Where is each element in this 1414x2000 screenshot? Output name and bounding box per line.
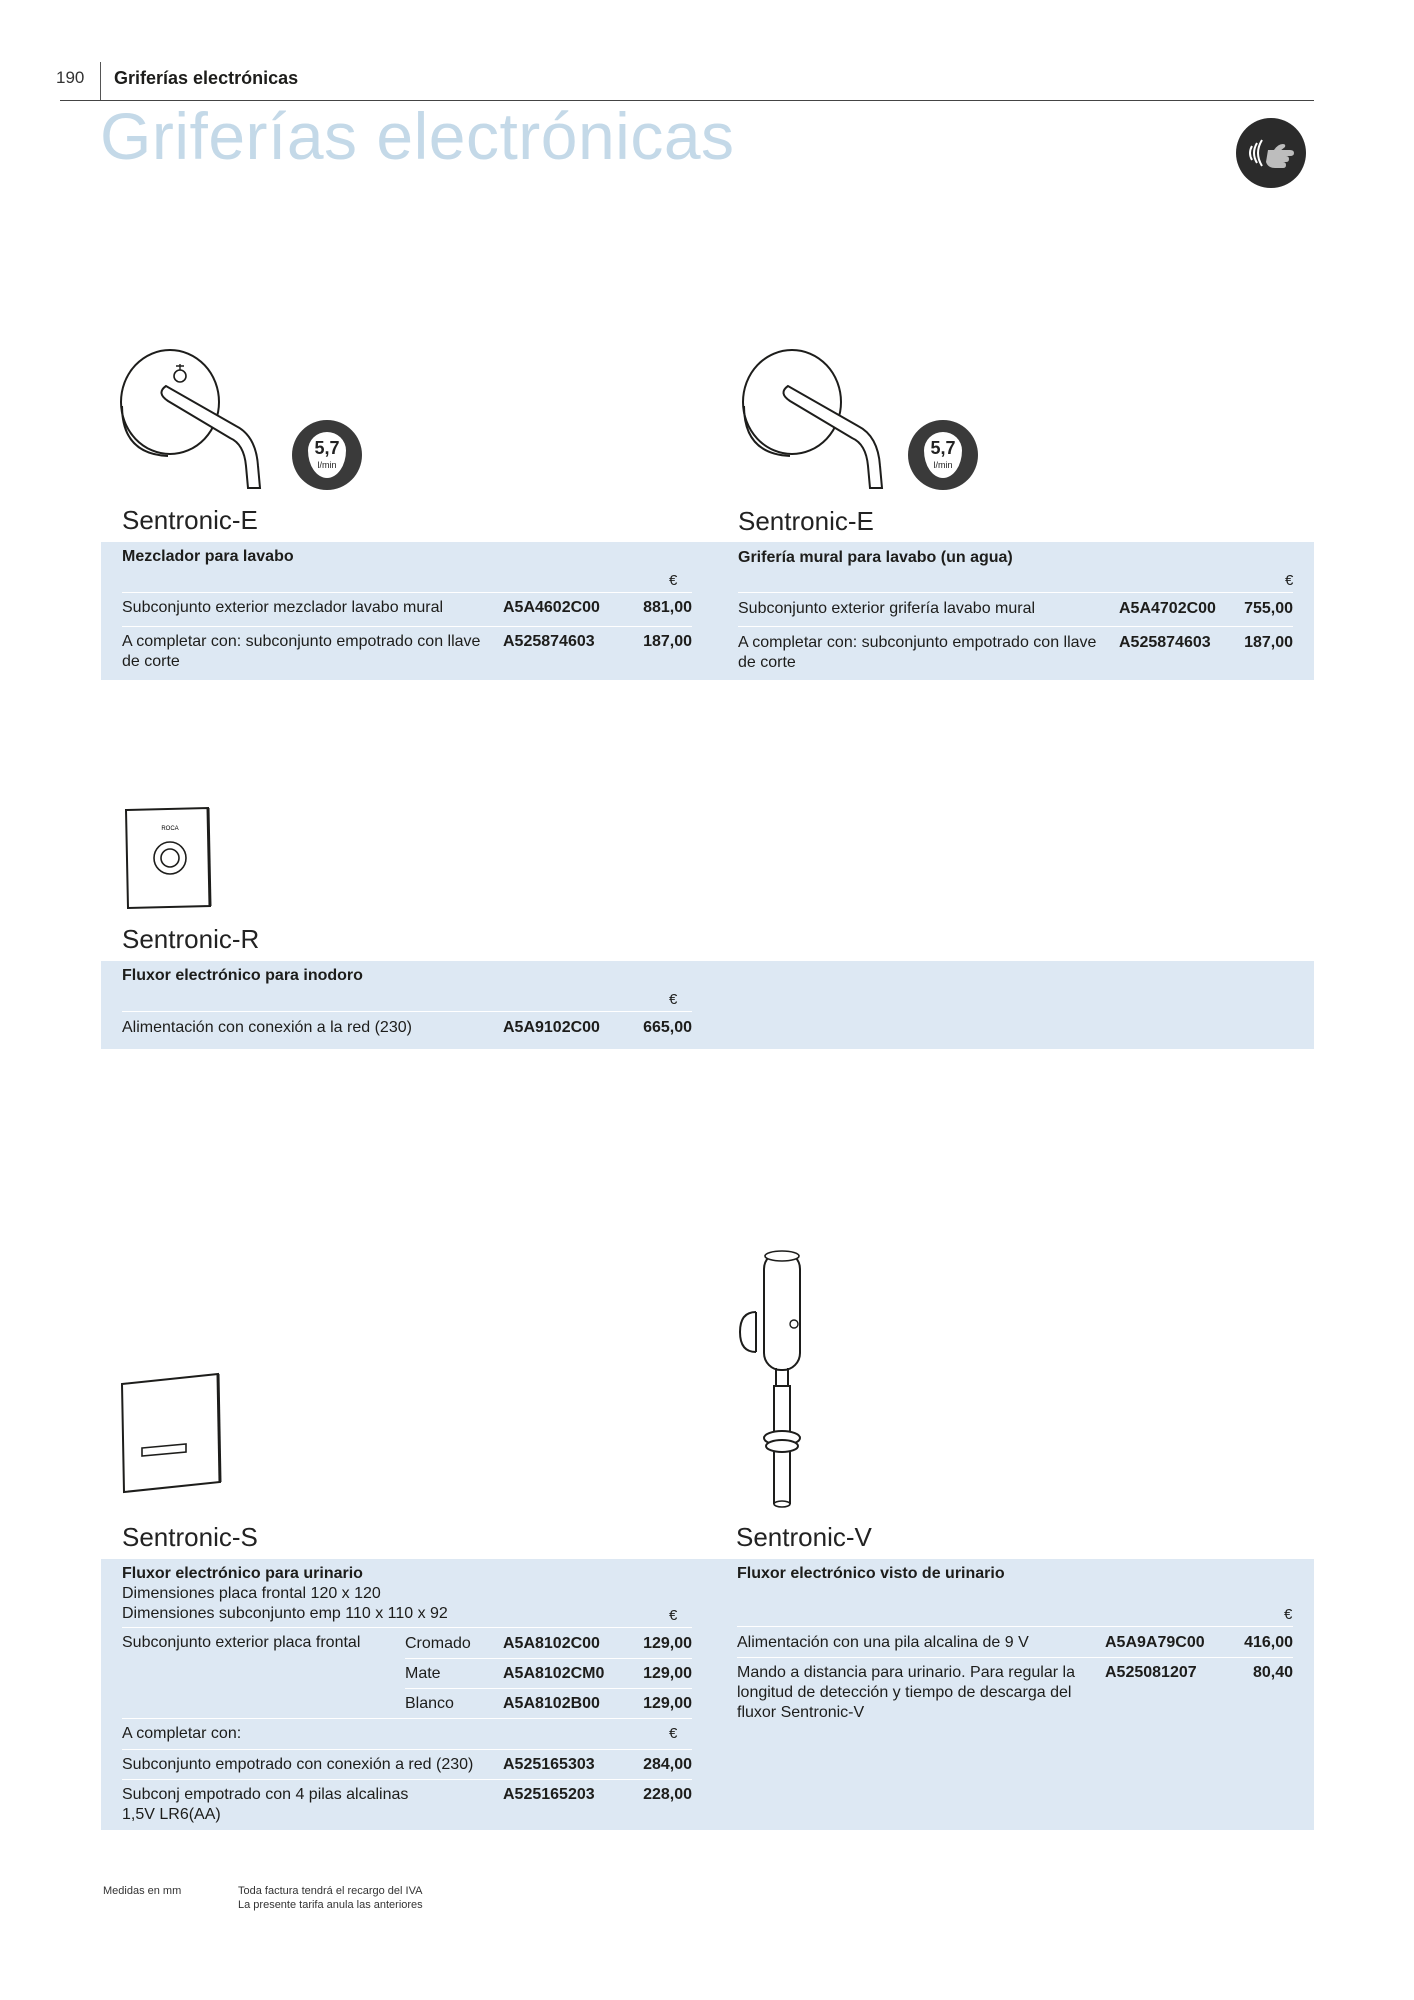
price-panel bbox=[101, 961, 1314, 1049]
finish-row bbox=[122, 1634, 692, 1658]
row-description: A completar con: subconjunto empotrado con llave de corte bbox=[122, 633, 481, 670]
table-row bbox=[122, 632, 692, 674]
footer-units-note: Medidas en mm bbox=[103, 1885, 182, 1897]
row-description: Alimentación con conexión a la red (230) bbox=[122, 1019, 412, 1036]
row-divider bbox=[737, 1657, 1293, 1658]
finish-name: Cromado bbox=[405, 1635, 471, 1652]
currency-label: € bbox=[669, 991, 678, 1008]
footer-tariff-note: La presente tarifa anula las anteriores bbox=[238, 1899, 423, 1911]
row-divider bbox=[122, 1779, 692, 1780]
row-divider bbox=[122, 1627, 692, 1628]
row-code: A525165303 bbox=[503, 1756, 595, 1773]
row-price: 129,00 bbox=[643, 1635, 692, 1652]
row-price: 228,00 bbox=[643, 1786, 692, 1803]
row-price: 129,00 bbox=[643, 1665, 692, 1682]
flush-plate-illustration bbox=[124, 806, 214, 910]
row-code: A5A8102C00 bbox=[503, 1635, 600, 1652]
row-description: Alimentación con una pila alcalina de 9 V bbox=[737, 1634, 1029, 1651]
price-panel bbox=[101, 542, 717, 680]
row-divider bbox=[122, 1011, 692, 1012]
section-title: Griferías electrónicas bbox=[114, 68, 299, 88]
page-title: Griferías electrónicas bbox=[100, 99, 735, 173]
footer-vat-note: Toda factura tendrá el recargo del IVA bbox=[238, 1885, 423, 1897]
currency-label: € bbox=[669, 1725, 678, 1742]
page-number: 190 bbox=[56, 68, 85, 87]
finish-row bbox=[122, 1694, 692, 1718]
row-divider bbox=[738, 626, 1293, 627]
dimensions-front-plate: Dimensiones placa frontal 120 x 120 bbox=[122, 1585, 381, 1602]
row-description: Subconjunto empotrado con conexión a red (230) bbox=[122, 1756, 474, 1773]
row-price: 755,00 bbox=[1244, 600, 1293, 617]
product-name: Sentronic-R bbox=[122, 924, 260, 954]
complete-with-label: A completar con: bbox=[122, 1725, 242, 1742]
row-code: A5A4602C00 bbox=[503, 599, 600, 616]
table-row bbox=[122, 1018, 692, 1042]
row-code: A525874603 bbox=[1119, 634, 1211, 651]
row-price: 187,00 bbox=[1244, 634, 1293, 651]
row-code: A525165203 bbox=[503, 1786, 595, 1803]
row-description: Subconjunto exterior grifería lavabo mural bbox=[738, 600, 1036, 617]
table-row bbox=[122, 1755, 692, 1779]
finish-name: Mate bbox=[405, 1665, 441, 1682]
row-code: A5A8102B00 bbox=[503, 1695, 600, 1712]
row-description: Subconjunto exterior mezclador lavabo mural bbox=[122, 599, 444, 616]
row-price: 129,00 bbox=[643, 1695, 692, 1712]
row-description: A completar con: subconjunto empotrado con llave de corte bbox=[738, 634, 1097, 671]
currency-label: € bbox=[669, 572, 678, 589]
currency-label: € bbox=[1284, 1606, 1293, 1623]
group-label: Subconjunto exterior placa frontal bbox=[122, 1634, 361, 1651]
row-divider bbox=[122, 592, 692, 593]
panel-title: Grifería mural para lavabo (un agua) bbox=[738, 549, 1013, 566]
price-panel bbox=[717, 1559, 1314, 1830]
dimensions-subassembly: Dimensiones subconjunto emp 110 x 110 x 92 bbox=[122, 1605, 448, 1622]
flush-valve-illustration bbox=[734, 1248, 814, 1508]
finish-name: Blanco bbox=[405, 1695, 454, 1712]
row-code: A5A9A79C00 bbox=[1105, 1634, 1205, 1651]
row-price: 284,00 bbox=[643, 1756, 692, 1773]
header-separator bbox=[100, 62, 101, 100]
table-row bbox=[122, 598, 692, 622]
urinal-plate-illustration bbox=[120, 1372, 224, 1494]
row-price: 665,00 bbox=[643, 1019, 692, 1036]
table-row bbox=[122, 1785, 692, 1827]
row-description: Mando a distancia para urinario. Para regular la longitud de detección y tiempo de descarga del fluxor Sentronic-V bbox=[737, 1664, 1075, 1721]
row-description: Subconj empotrado con 4 pilas alcalinas 1,5V LR6(AA) bbox=[122, 1786, 409, 1823]
row-price: 416,00 bbox=[1244, 1634, 1293, 1651]
row-divider bbox=[405, 1658, 692, 1659]
row-price: 80,40 bbox=[1252, 1664, 1293, 1681]
row-code: A5A4702C00 bbox=[1119, 600, 1216, 617]
sensor-hand-icon bbox=[1236, 118, 1306, 188]
panel-title: Mezclador para lavabo bbox=[122, 548, 294, 565]
row-code: A525081207 bbox=[1105, 1664, 1197, 1681]
row-divider bbox=[737, 1626, 1293, 1627]
row-price: 881,00 bbox=[643, 599, 692, 616]
plate-brand-label: ROCA bbox=[161, 826, 179, 832]
flow-rate-badge: 5,7 l/min bbox=[292, 420, 362, 490]
currency-label: € bbox=[669, 1607, 678, 1624]
product-name: Sentronic-S bbox=[122, 1522, 258, 1552]
table-row bbox=[738, 599, 1293, 623]
flow-rate-badge: 5,7 l/min bbox=[908, 420, 978, 490]
panel-title: Fluxor electrónico visto de urinario bbox=[737, 1565, 1005, 1582]
row-divider bbox=[122, 1718, 692, 1719]
table-row bbox=[737, 1633, 1293, 1657]
price-panel bbox=[717, 542, 1314, 680]
row-divider bbox=[738, 592, 1293, 593]
price-panel bbox=[101, 1559, 717, 1830]
table-row bbox=[737, 1663, 1293, 1725]
panel-title: Fluxor electrónico para inodoro bbox=[122, 967, 363, 984]
faucet-illustration bbox=[740, 346, 900, 491]
product-name: Sentronic-E bbox=[738, 506, 874, 536]
row-code: A5A8102CM0 bbox=[503, 1665, 605, 1682]
row-price: 187,00 bbox=[643, 633, 692, 650]
table-row bbox=[738, 633, 1293, 675]
row-divider bbox=[122, 1749, 692, 1750]
product-name: Sentronic-E bbox=[122, 505, 258, 535]
finish-row bbox=[122, 1664, 692, 1688]
row-divider bbox=[122, 626, 692, 627]
currency-label: € bbox=[1285, 572, 1294, 589]
faucet-illustration bbox=[118, 346, 278, 491]
panel-title: Fluxor electrónico para urinario bbox=[122, 1565, 363, 1582]
product-name: Sentronic-V bbox=[736, 1522, 872, 1552]
row-code: A525874603 bbox=[503, 633, 595, 650]
row-divider bbox=[405, 1688, 692, 1689]
row-code: A5A9102C00 bbox=[503, 1019, 600, 1036]
